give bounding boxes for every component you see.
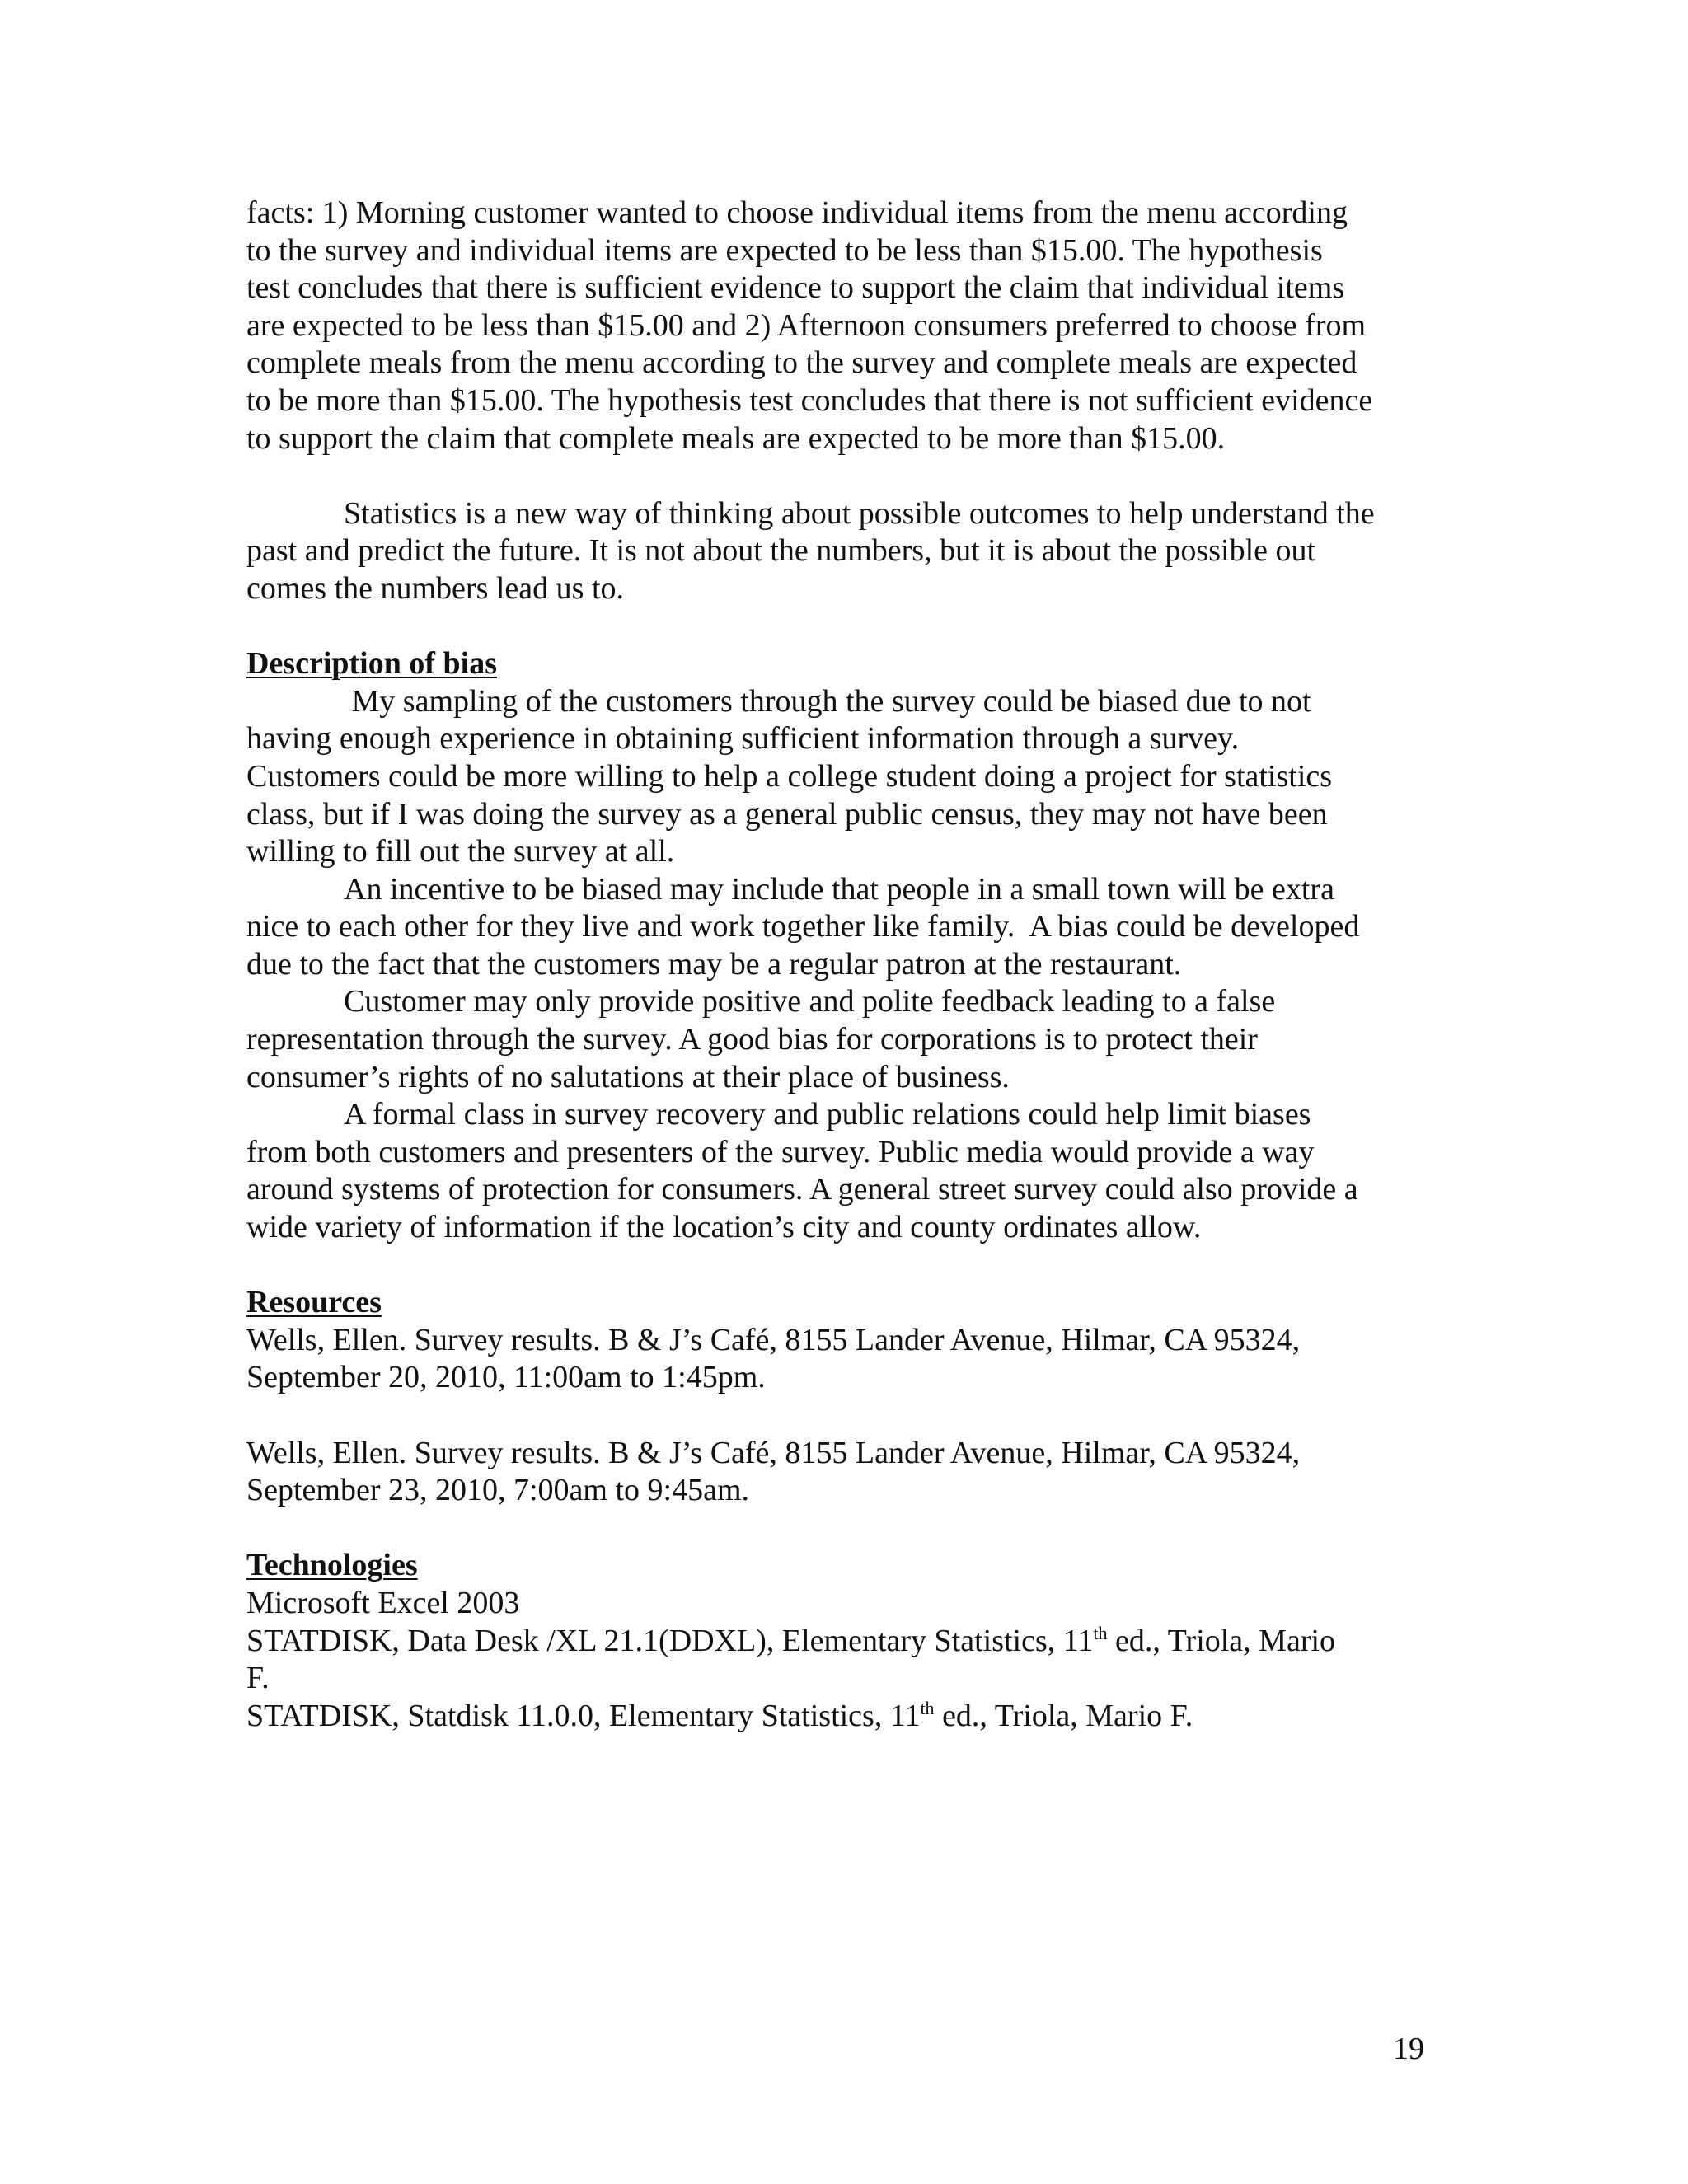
- text-line: past and predict the future. It is not about the numbers, but it is about the possible out: [246, 533, 1316, 569]
- text-line: around systems of protection for consumers. A general street survey could also provide a: [246, 1172, 1358, 1207]
- text-line: representation through the survey. A good bias for corporations is to protect their: [246, 1022, 1258, 1057]
- paragraph-spacer: [246, 1247, 1442, 1285]
- text-fragment: STATDISK, Data Desk /XL 21.1(DDXL), Elementary Statistics, 11: [246, 1623, 1094, 1658]
- text-line: to support the claim that complete meals are expected to be more than $15.00.: [246, 420, 1226, 456]
- text-line: A formal class in survey recovery and public relations could help limit biases: [344, 1097, 1311, 1132]
- text-line: nice to each other for they live and work together like family. A bias could be developed: [246, 909, 1360, 944]
- text-line: F.: [246, 1661, 270, 1696]
- text-line: willing to fill out the survey at all.: [246, 834, 675, 869]
- page-number: 19: [1393, 2032, 1424, 2066]
- bias-heading: Description of bias: [246, 646, 497, 682]
- paragraph-spacer: [246, 457, 1442, 495]
- text-line: comes the numbers lead us to.: [246, 570, 625, 606]
- resource-entry-1: [246, 1322, 1442, 1397]
- text-line: Statistics is a new way of thinking about possible outcomes to help understand the: [344, 495, 1375, 531]
- text-line: are expected to be less than $15.00 and 2) Afternoon consumers preferred to choose from: [246, 307, 1367, 343]
- technology-statdisk: [246, 1699, 1193, 1733]
- technologies-heading: Technologies: [246, 1548, 418, 1583]
- text-line: from both customers and presenters of the survey. Public media would provide a way: [246, 1134, 1315, 1169]
- bias-paragraph-4: [246, 1096, 1442, 1246]
- text-line: Wells, Ellen. Survey results. B & J’s Café, 8155 Lander Avenue, Hilmar, CA 95324,: [246, 1322, 1301, 1357]
- text-line: having enough experience in obtaining sufficient information through a survey.: [246, 721, 1240, 757]
- intro-paragraph: [246, 194, 1442, 457]
- resources-heading: Resources: [246, 1285, 382, 1320]
- text-line: September 23, 2010, 7:00am to 9:45am.: [246, 1473, 750, 1508]
- text-fragment: ed., Triola, Mario F.: [934, 1698, 1193, 1733]
- text-line: complete meals from the menu according to the survey and complete meals are expected: [246, 345, 1357, 381]
- text-line: Customer may only provide positive and polite feedback leading to a false: [344, 984, 1276, 1019]
- text-line: An incentive to be biased may include that people in a small town will be extra: [344, 871, 1334, 907]
- text-line: Wells, Ellen. Survey results. B & J’s Café, 8155 Lander Avenue, Hilmar, CA 95324,: [246, 1435, 1301, 1470]
- text-line: September 20, 2010, 11:00am to 1:45pm.: [246, 1360, 766, 1395]
- resource-entry-2: [246, 1435, 1442, 1510]
- bias-paragraph-1: [246, 683, 1442, 871]
- bias-paragraph-3: [246, 983, 1442, 1096]
- bias-paragraph-2: [246, 871, 1442, 984]
- text-line: to be more than $15.00. The hypothesis test concludes that there is not sufficient evidence: [246, 382, 1373, 418]
- text-line: class, but if I was doing the survey as a general public census, they may not have been: [246, 796, 1328, 832]
- text-line: to the survey and individual items are expected to be less than $15.00. The hypothesis: [246, 232, 1323, 268]
- superscript: th: [1093, 1622, 1108, 1643]
- text-line: consumer’s rights of no salutations at their place of business.: [246, 1059, 1010, 1094]
- technology-excel: Microsoft Excel 2003: [246, 1585, 520, 1620]
- text-line: wide variety of information if the location’s city and county ordinates allow.: [246, 1210, 1202, 1245]
- document-page: [246, 194, 1442, 1735]
- technologies-list: [246, 1585, 1442, 1735]
- statistics-paragraph: [246, 495, 1442, 608]
- paragraph-spacer: [246, 1397, 1442, 1435]
- text-fragment: ed., Triola, Mario: [1107, 1623, 1336, 1658]
- text-line: My sampling of the customers through the survey could be biased due to not: [344, 683, 1311, 719]
- paragraph-spacer: [246, 1510, 1442, 1548]
- text-line: Customers could be more willing to help a college student doing a project for statistics: [246, 758, 1333, 794]
- text-line: test concludes that there is sufficient evidence to support the claim that individual items: [246, 270, 1345, 306]
- paragraph-spacer: [246, 608, 1442, 646]
- text-line: facts: 1) Morning customer wanted to choose individual items from the menu according: [246, 195, 1348, 230]
- text-line: due to the fact that the customers may be a regular patron at the restaurant.: [246, 946, 1182, 982]
- text-fragment: STATDISK, Statdisk 11.0.0, Elementary Statistics, 11: [246, 1698, 921, 1733]
- technology-ddxl: [246, 1624, 1335, 1658]
- superscript: th: [920, 1697, 935, 1718]
